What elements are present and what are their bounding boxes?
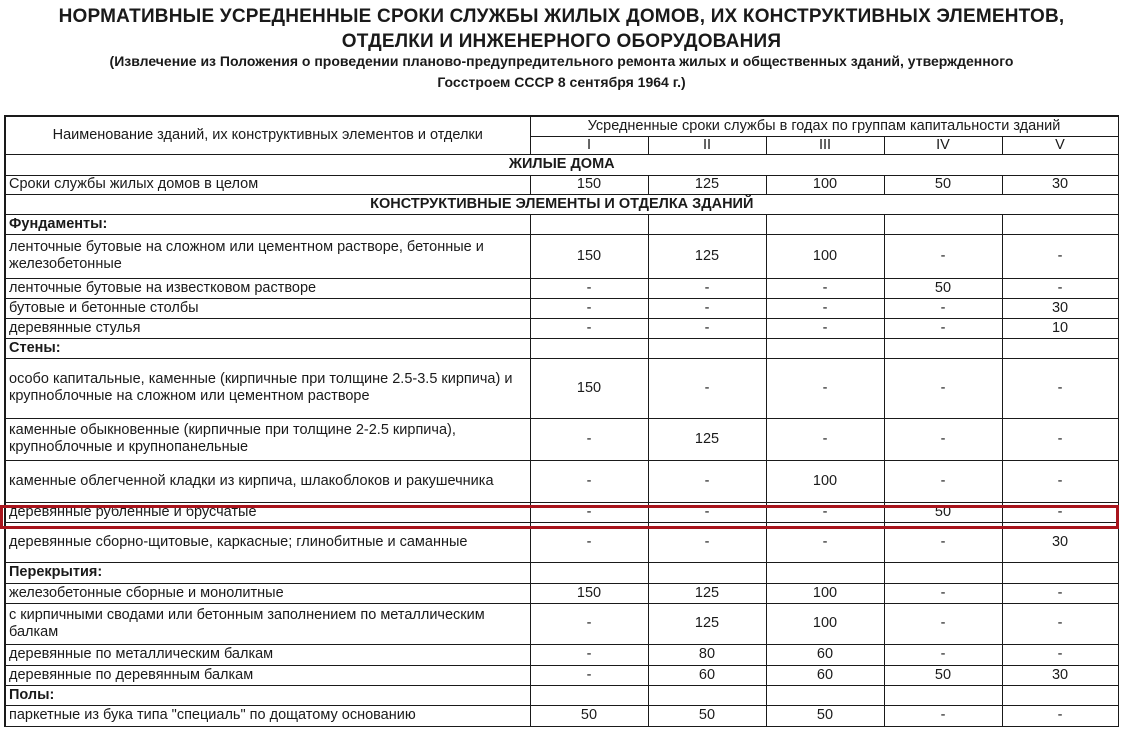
value-cell: 100 [766, 175, 884, 194]
value-cell: 60 [766, 644, 884, 665]
table-row [5, 278, 1118, 298]
value-cell: 30 [1002, 298, 1118, 318]
service-life-table [4, 115, 1119, 727]
value-cell: - [884, 603, 1002, 644]
value-cell: - [766, 502, 884, 522]
value-cell: - [884, 644, 1002, 665]
value-cell: - [766, 418, 884, 460]
value-cell: - [884, 705, 1002, 726]
value-cell: 30 [1002, 665, 1118, 685]
value-cell: - [884, 318, 1002, 338]
row-name: деревянные сборно-щитовые, каркасные; глинобитные и саманные [5, 522, 530, 562]
value-cell: - [1002, 234, 1118, 278]
value-cell: - [1002, 644, 1118, 665]
value-cell: - [1002, 603, 1118, 644]
value-cell: 50 [530, 705, 648, 726]
row-name: деревянные по металлическим балкам [5, 644, 530, 665]
value-cell: 30 [1002, 522, 1118, 562]
category-row [5, 685, 1118, 705]
table-row [5, 644, 1118, 665]
table-row [5, 460, 1118, 502]
document-title-line1: НОРМАТИВНЫЕ УСРЕДНЕННЫЕ СРОКИ СЛУЖБЫ ЖИЛЫХ ДОМОВ, ИХ КОНСТРУКТИВНЫХ ЭЛЕМЕНТОВ, [58, 6, 1065, 27]
category-row [5, 214, 1118, 234]
value-cell: 100 [766, 460, 884, 502]
category-title: Полы: [5, 685, 530, 705]
row-name: ленточные бутовые на известковом растворе [5, 278, 530, 298]
table-row [5, 175, 1118, 194]
value-cell: - [648, 278, 766, 298]
value-cell: - [648, 318, 766, 338]
value-cell: 125 [648, 603, 766, 644]
section-row [5, 154, 1118, 175]
category-row [5, 562, 1118, 583]
value-cell: - [530, 460, 648, 502]
document-subtitle-line1: (Извлечение из Положения о проведении планово-предупредительного ремонта жилых и общественных зданий, утвержденного [109, 53, 1014, 69]
value-cell: - [530, 603, 648, 644]
value-cell: - [884, 298, 1002, 318]
table-row [5, 522, 1118, 562]
table-row [5, 665, 1118, 685]
category-title: Стены: [5, 338, 530, 358]
value-cell: 125 [648, 175, 766, 194]
value-cell: - [530, 502, 648, 522]
value-cell: - [1002, 502, 1118, 522]
value-cell: - [766, 298, 884, 318]
row-name: деревянные стулья [5, 318, 530, 338]
value-cell: - [1002, 460, 1118, 502]
category-title: Перекрытия: [5, 562, 530, 583]
value-cell: - [884, 418, 1002, 460]
group-header-cell: II [648, 136, 766, 154]
value-cell: 150 [530, 175, 648, 194]
value-cell: 100 [766, 603, 884, 644]
group-header-cell: III [766, 136, 884, 154]
header-name-cell: Наименование зданий, их конструктивных элементов и отделки [5, 116, 530, 154]
value-cell: - [884, 358, 1002, 418]
value-cell: 125 [648, 418, 766, 460]
value-cell: - [530, 644, 648, 665]
table-row-highlighted [5, 502, 1118, 522]
value-cell: - [766, 522, 884, 562]
table-header-row [5, 116, 1118, 136]
value-cell: - [530, 522, 648, 562]
category-title: Фундаменты: [5, 214, 530, 234]
row-name: Сроки службы жилых домов в целом [5, 175, 530, 194]
table-row [5, 603, 1118, 644]
value-cell: - [884, 583, 1002, 603]
value-cell: 50 [648, 705, 766, 726]
header-groups-cell: Усредненные сроки службы в годах по группам капитальности зданий [530, 116, 1118, 136]
group-header-cell: V [1002, 136, 1118, 154]
row-name: бутовые и бетонные столбы [5, 298, 530, 318]
row-name: каменные облегченной кладки из кирпича, шлакоблоков и ракушечника [5, 460, 530, 502]
value-cell: 50 [766, 705, 884, 726]
value-cell: - [530, 418, 648, 460]
value-cell: - [648, 522, 766, 562]
value-cell: 80 [648, 644, 766, 665]
row-name: деревянные рубленные и брусчатые [5, 502, 530, 522]
category-row [5, 338, 1118, 358]
value-cell: - [766, 278, 884, 298]
value-cell: - [648, 298, 766, 318]
value-cell: - [1002, 358, 1118, 418]
value-cell: - [1002, 418, 1118, 460]
row-name: ленточные бутовые на сложном или цементном растворе, бетонные и железобетонные [5, 234, 530, 278]
value-cell: 50 [884, 502, 1002, 522]
row-name: деревянные по деревянным балкам [5, 665, 530, 685]
value-cell: - [530, 318, 648, 338]
table-row [5, 705, 1118, 726]
value-cell: - [884, 460, 1002, 502]
value-cell: 150 [530, 234, 648, 278]
section-title: ЖИЛЫЕ ДОМА [5, 154, 1118, 175]
value-cell: - [1002, 583, 1118, 603]
document-subtitle-line2: Госстроем СССР 8 сентября 1964 г.) [437, 74, 686, 90]
value-cell: 60 [648, 665, 766, 685]
value-cell: - [530, 665, 648, 685]
row-name: каменные обыкновенные (кирпичные при толщине 2-2.5 кирпича), крупноблочные и крупнопанельные [5, 418, 530, 460]
table-row [5, 358, 1118, 418]
value-cell: - [530, 298, 648, 318]
value-cell: - [1002, 278, 1118, 298]
row-name: особо капитальные, каменные (кирпичные при толщине 2.5-3.5 кирпича) и крупноблочные на сложном или цементном растворе [5, 358, 530, 418]
value-cell: 60 [766, 665, 884, 685]
value-cell: 30 [1002, 175, 1118, 194]
value-cell: - [884, 234, 1002, 278]
section-row [5, 194, 1118, 214]
value-cell: 50 [884, 665, 1002, 685]
value-cell: 10 [1002, 318, 1118, 338]
value-cell: - [648, 502, 766, 522]
table-row [5, 298, 1118, 318]
group-header-cell: IV [884, 136, 1002, 154]
value-cell: 100 [766, 583, 884, 603]
table-row [5, 583, 1118, 603]
row-name: железобетонные сборные и монолитные [5, 583, 530, 603]
value-cell: - [766, 358, 884, 418]
value-cell: 150 [530, 583, 648, 603]
value-cell: - [648, 358, 766, 418]
value-cell: - [766, 318, 884, 338]
document-title-line2: ОТДЕЛКИ И ИНЖЕНЕРНОГО ОБОРУДОВАНИЯ [341, 31, 782, 52]
value-cell: 125 [648, 234, 766, 278]
value-cell: 125 [648, 583, 766, 603]
value-cell: 50 [884, 278, 1002, 298]
value-cell: - [530, 278, 648, 298]
group-header-cell: I [530, 136, 648, 154]
value-cell: - [884, 522, 1002, 562]
table-row [5, 318, 1118, 338]
table-row [5, 418, 1118, 460]
value-cell: - [1002, 705, 1118, 726]
row-name: с кирпичными сводами или бетонным заполнением по металлическим балкам [5, 603, 530, 644]
value-cell: 50 [884, 175, 1002, 194]
section-title: КОНСТРУКТИВНЫЕ ЭЛЕМЕНТЫ И ОТДЕЛКА ЗДАНИЙ [5, 194, 1118, 214]
table-row [5, 234, 1118, 278]
value-cell: 100 [766, 234, 884, 278]
value-cell: 150 [530, 358, 648, 418]
row-name: паркетные из бука типа "специаль" по дощатому основанию [5, 705, 530, 726]
value-cell: - [648, 460, 766, 502]
